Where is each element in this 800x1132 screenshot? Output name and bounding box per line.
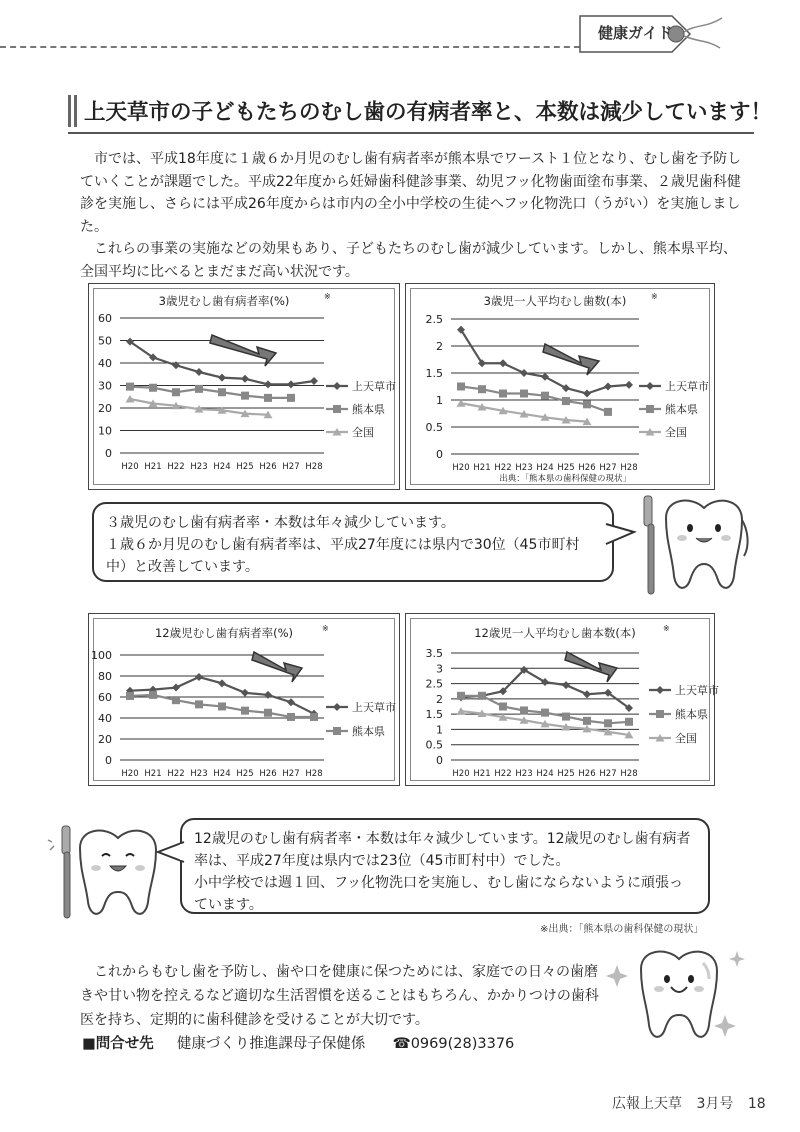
inquiry xyxy=(82,1032,514,1053)
chart4-series1-point xyxy=(625,718,633,726)
bubble1-line2: １歳６か月児のむし歯有病者率は、平成27年度には県内で30位（45市町村中）と改善しています。 xyxy=(106,537,580,575)
chart2-series1-point xyxy=(562,397,570,405)
chart2-ytick: 2 xyxy=(436,340,443,353)
chart3-xtick: H25 xyxy=(236,769,254,779)
chart1-series0-point xyxy=(172,361,180,369)
chart1-series1-point xyxy=(149,384,157,392)
bubble2-line1: 12歳児のむし歯有病者率・本数は年々減少しています。12歳児のむし歯有病者率は、平成27年度は県内では23位（45市町村中）でした。 xyxy=(194,831,691,869)
chart3-ytick: 20 xyxy=(98,733,112,746)
chart1-legend-marker-0 xyxy=(333,382,341,390)
chart4-ytick: 3 xyxy=(436,662,443,676)
chart4-series1-point xyxy=(457,692,465,700)
chart1-series0-point xyxy=(195,368,203,376)
chart4-ytick: 1.5 xyxy=(425,708,443,722)
chart4-xtick: H27 xyxy=(599,769,617,779)
chart-3yo-caries-rate xyxy=(92,287,396,486)
chart4-legend-label-1: 熊本県 xyxy=(675,708,708,721)
chart4-series1-point xyxy=(541,709,549,717)
chart2-series1-point xyxy=(541,392,549,400)
chart4-series1-point xyxy=(604,719,612,727)
chart2-series0-point xyxy=(520,369,528,377)
chart4-series1-point xyxy=(583,717,591,725)
chart4-legend-label-2: 全国 xyxy=(675,732,697,745)
chart1-ytick: 50 xyxy=(98,334,112,348)
inquiry-dept: 健康づくり推進課母子保健係 xyxy=(176,1036,366,1052)
chart2-series-line-0 xyxy=(461,330,629,394)
chart3-xtick: H28 xyxy=(305,769,323,779)
chart1-ytick: 0 xyxy=(105,447,112,460)
inquiry-label: ■問合せ先 xyxy=(82,1036,154,1052)
chart4-xtick: H20 xyxy=(452,769,470,779)
chart3-series0-point xyxy=(218,679,226,687)
chart1-series1-point xyxy=(241,392,249,400)
chart3-xtick: H23 xyxy=(190,769,208,779)
chart1-series1-point xyxy=(195,385,203,393)
footer-publication: 広報上天草 xyxy=(612,1096,682,1112)
tooth-mascot-icon xyxy=(632,490,752,600)
chart4-xtick: H22 xyxy=(494,769,512,779)
chart1-ytick: 30 xyxy=(98,379,112,393)
chart1-title: 3歳児むし歯有病者率(%) xyxy=(158,294,290,308)
chart2-xtick: H22 xyxy=(494,463,512,473)
chart1-series0-point xyxy=(287,380,295,388)
chart3-legend-label-0: 上天草市 xyxy=(352,701,396,714)
chart3-ytick: 100 xyxy=(91,649,112,662)
chart1-series0-point xyxy=(264,380,272,388)
chart2-series1-point xyxy=(457,383,465,391)
chart3-ytick: 60 xyxy=(98,691,112,704)
chart2-series1-point xyxy=(583,400,591,408)
chart2-source: 出典：「熊本県の歯科保健の現状」 xyxy=(499,474,631,484)
chart4-xtick: H26 xyxy=(578,769,596,779)
chart3-series1-point xyxy=(172,696,180,704)
chart1-xtick: H25 xyxy=(236,462,254,472)
intro-text xyxy=(80,148,745,283)
chart1-series0-point xyxy=(218,374,226,382)
chart1-xtick: H23 xyxy=(190,462,208,472)
bubble2-line2: 小中学校では週１回、フッ化物洗口を実施し、むし歯にならないように頑張っています。 xyxy=(194,875,684,913)
chart2-legend-label-1: 熊本県 xyxy=(665,403,698,416)
chart1-ytick: 10 xyxy=(98,424,112,438)
headline: 上天草市の子どもたちのむし歯の有病者率と、本数は減少しています！ xyxy=(84,100,773,125)
chart4-ytick: 1 xyxy=(436,723,443,737)
chart3-legend-marker-1 xyxy=(333,727,341,735)
chart2-legend-label-0: 上天草市 xyxy=(665,380,709,393)
chart1-legend-label-1: 熊本県 xyxy=(352,403,385,416)
chart1-xtick: H22 xyxy=(167,462,185,472)
chart2-series1-point xyxy=(499,390,507,398)
chart4-title: 12歳児一人平均むし歯本数(本) xyxy=(474,626,636,640)
chart3-series0-point xyxy=(195,673,203,681)
chart4-series1-point xyxy=(520,706,528,714)
chart2-series0-point xyxy=(499,359,507,367)
chart1-trend-arrow-icon xyxy=(210,335,276,366)
chart3-xtick: H26 xyxy=(259,769,277,779)
chart2-series1-point xyxy=(604,408,612,416)
bubble1-line1: ３歳児のむし歯有病者率・本数は年々減少しています。 xyxy=(106,515,455,531)
chart3-series0-point xyxy=(287,698,295,706)
chart3-ytick: 40 xyxy=(98,712,112,725)
chart2-xtick: H26 xyxy=(578,463,596,473)
chart1-legend-label-2: 全国 xyxy=(352,426,374,439)
chart3-series1-point xyxy=(264,709,272,717)
chart1-xtick: H21 xyxy=(144,462,162,472)
speech-bubble-2 xyxy=(180,818,710,914)
chart3-series1-point xyxy=(195,700,203,708)
closing-paragraph: これからもむし歯を予防し、歯や口を健康に保つためには、家庭での日々の歯磨きや甘い物を控えるなど適切な生活習慣を送ることはもちろん、かかりつけの歯科医を持ち、定期的に歯科健診を受けることが大切です。 xyxy=(80,964,599,1028)
inquiry-phone: ☎0969(28)3376 xyxy=(392,1036,515,1052)
chart1-xtick: H28 xyxy=(305,462,323,472)
bubble2-tail-icon xyxy=(158,840,184,866)
chart1-ytick: 60 xyxy=(98,312,112,325)
chart1-series1-point xyxy=(264,394,272,402)
chart2-ytick: 0 xyxy=(436,448,443,461)
intro-paragraph-1: 市では、平成18年度に１歳６か月児のむし歯有病者率が熊本県でワースト１位となり、むし歯を予防していくことが課題でした。平成22年度から妊婦歯科健診事業、幼児フッ化物歯面塗布事業、２歳児歯科健診を実施し、さらには平成26年度からは市内の全小中学校の生徒へフッ化物洗口（うがい）を実施しました。 xyxy=(80,151,742,235)
chart3-series1-point xyxy=(126,692,134,700)
chart1-series0-point xyxy=(310,377,318,385)
chart2-ytick: 0.5 xyxy=(425,421,443,434)
chart4-series0-point xyxy=(583,690,591,698)
chart2-xtick: H28 xyxy=(620,463,638,473)
chart3-series0-point xyxy=(241,689,249,697)
chart-12yo-avg-caries xyxy=(409,617,719,782)
chart3-trend-arrow-icon xyxy=(252,652,302,682)
chart3-series0-point xyxy=(172,684,180,692)
headline-rule xyxy=(68,132,754,134)
intro-paragraph-2: これらの事業の実施などの効果もあり、子どもたちのむし歯が減少しています。しかし、熊本県平均、全国平均に比べるとまだまだ高い状況です。 xyxy=(80,241,737,280)
chart3-xtick: H20 xyxy=(121,769,139,779)
chart4-xtick: H21 xyxy=(473,769,491,779)
chart2-title: 3歳児一人平均むし歯数(本) xyxy=(483,294,627,308)
chart2-xtick: H23 xyxy=(515,463,533,473)
chart1-series1-point xyxy=(126,383,134,391)
chart3-series1-point xyxy=(287,713,295,721)
footer-issue: 3月号 xyxy=(696,1096,734,1112)
tooth-mascot-sparkle-icon xyxy=(605,943,755,1053)
footer-page-number: 18 xyxy=(747,1096,766,1112)
chart3-ytick: 0 xyxy=(105,754,112,767)
chart4-series1-point xyxy=(562,713,570,721)
chart4-series1-point xyxy=(478,692,486,700)
chart3-series1-point xyxy=(310,713,318,721)
chart4-ytick: 0 xyxy=(436,754,443,767)
chart1-series1-point xyxy=(172,388,180,396)
chart4-legend-marker-0 xyxy=(656,686,664,694)
chart3-series1-point xyxy=(149,691,157,699)
chart3-xtick: H27 xyxy=(282,769,300,779)
chart4-xtick: H25 xyxy=(557,769,575,779)
source-note-2: ※出典：「熊本県の歯科保健の現状」 xyxy=(540,924,704,935)
chart4-legend-label-0: 上天草市 xyxy=(675,684,719,697)
chart3-legend-label-1: 熊本県 xyxy=(352,725,385,738)
chart1-xtick: H24 xyxy=(213,462,231,472)
chart2-series0-point xyxy=(562,384,570,392)
chart4-ytick: 2.5 xyxy=(425,677,443,691)
chart-3yo-avg-caries xyxy=(409,287,711,486)
chart4-trend-arrow-icon xyxy=(565,652,617,682)
chart2-series0-point xyxy=(604,383,612,391)
chart2-ytick: 2.5 xyxy=(425,313,443,326)
top-dashed-rule xyxy=(0,46,590,48)
chart2-trend-arrow-icon xyxy=(543,344,599,375)
chart2-series0-point xyxy=(541,373,549,381)
chart1-ytick: 20 xyxy=(98,402,112,415)
chart1-ytick: 40 xyxy=(98,357,112,370)
speech-bubble-1 xyxy=(92,502,614,582)
chart2-legend-marker-1 xyxy=(646,405,654,413)
chart3-xtick: H22 xyxy=(167,769,185,779)
chart2-ytick: 1.5 xyxy=(425,367,443,380)
chart3-title: 12歳児むし歯有病者率(%) xyxy=(154,626,294,640)
chart1-series1-point xyxy=(287,394,295,402)
chart2-ytick: 1 xyxy=(436,394,443,407)
chart1-legend-marker-1 xyxy=(333,405,341,413)
chart3-series0-point xyxy=(264,691,272,699)
chart2-series1-point xyxy=(478,385,486,393)
chart4-series0-point xyxy=(562,681,570,689)
chart4-ytick: 3.5 xyxy=(425,647,443,660)
chart2-series1-point xyxy=(520,390,528,398)
chart4-series1-point xyxy=(499,703,507,711)
chart4-xtick: H28 xyxy=(620,769,638,779)
chart3-series1-point xyxy=(218,702,226,710)
chart3-title-mark: ※ xyxy=(322,624,329,633)
chart1-legend-label-0: 上天草市 xyxy=(352,380,396,393)
chart4-series-line-0 xyxy=(461,670,629,708)
chart-12yo-caries-rate xyxy=(92,617,396,782)
chart2-series0-point xyxy=(625,381,633,389)
chart2-xtick: H24 xyxy=(536,463,554,473)
chart2-title-mark: ※ xyxy=(651,292,658,301)
chart2-series0-point xyxy=(583,390,591,398)
chart3-ytick: 80 xyxy=(98,670,112,683)
chart4-ytick: 0.5 xyxy=(425,738,443,752)
chart4-xtick: H23 xyxy=(515,769,533,779)
section-tag: 健康ガイド xyxy=(598,24,673,42)
chart2-xtick: H20 xyxy=(452,463,470,473)
chart3-xtick: H21 xyxy=(144,769,162,779)
chart4-xtick: H24 xyxy=(536,769,554,779)
chart1-xtick: H26 xyxy=(259,462,277,472)
chart2-legend-label-2: 全国 xyxy=(665,426,687,439)
chart3-legend-marker-0 xyxy=(333,703,341,711)
chart2-legend-marker-0 xyxy=(646,382,654,390)
chart4-title-mark: ※ xyxy=(663,624,670,633)
chart3-series1-point xyxy=(241,707,249,715)
chart1-xtick: H27 xyxy=(282,462,300,472)
tooth-mascot-brush-icon xyxy=(44,822,174,922)
chart4-legend-marker-1 xyxy=(656,710,664,718)
page-footer xyxy=(612,1093,776,1113)
chart1-series1-point xyxy=(218,388,226,396)
chart3-xtick: H24 xyxy=(213,769,231,779)
chart2-xtick: H27 xyxy=(599,463,617,473)
chart2-xtick: H25 xyxy=(557,463,575,473)
chart1-series0-point xyxy=(241,375,249,383)
chart1-xtick: H20 xyxy=(121,462,139,472)
closing-text xyxy=(80,960,605,1032)
chart2-xtick: H21 xyxy=(473,463,491,473)
headline-bars xyxy=(68,95,78,127)
chart4-ytick: 2 xyxy=(436,692,443,706)
chart1-title-mark: ※ xyxy=(324,292,331,301)
